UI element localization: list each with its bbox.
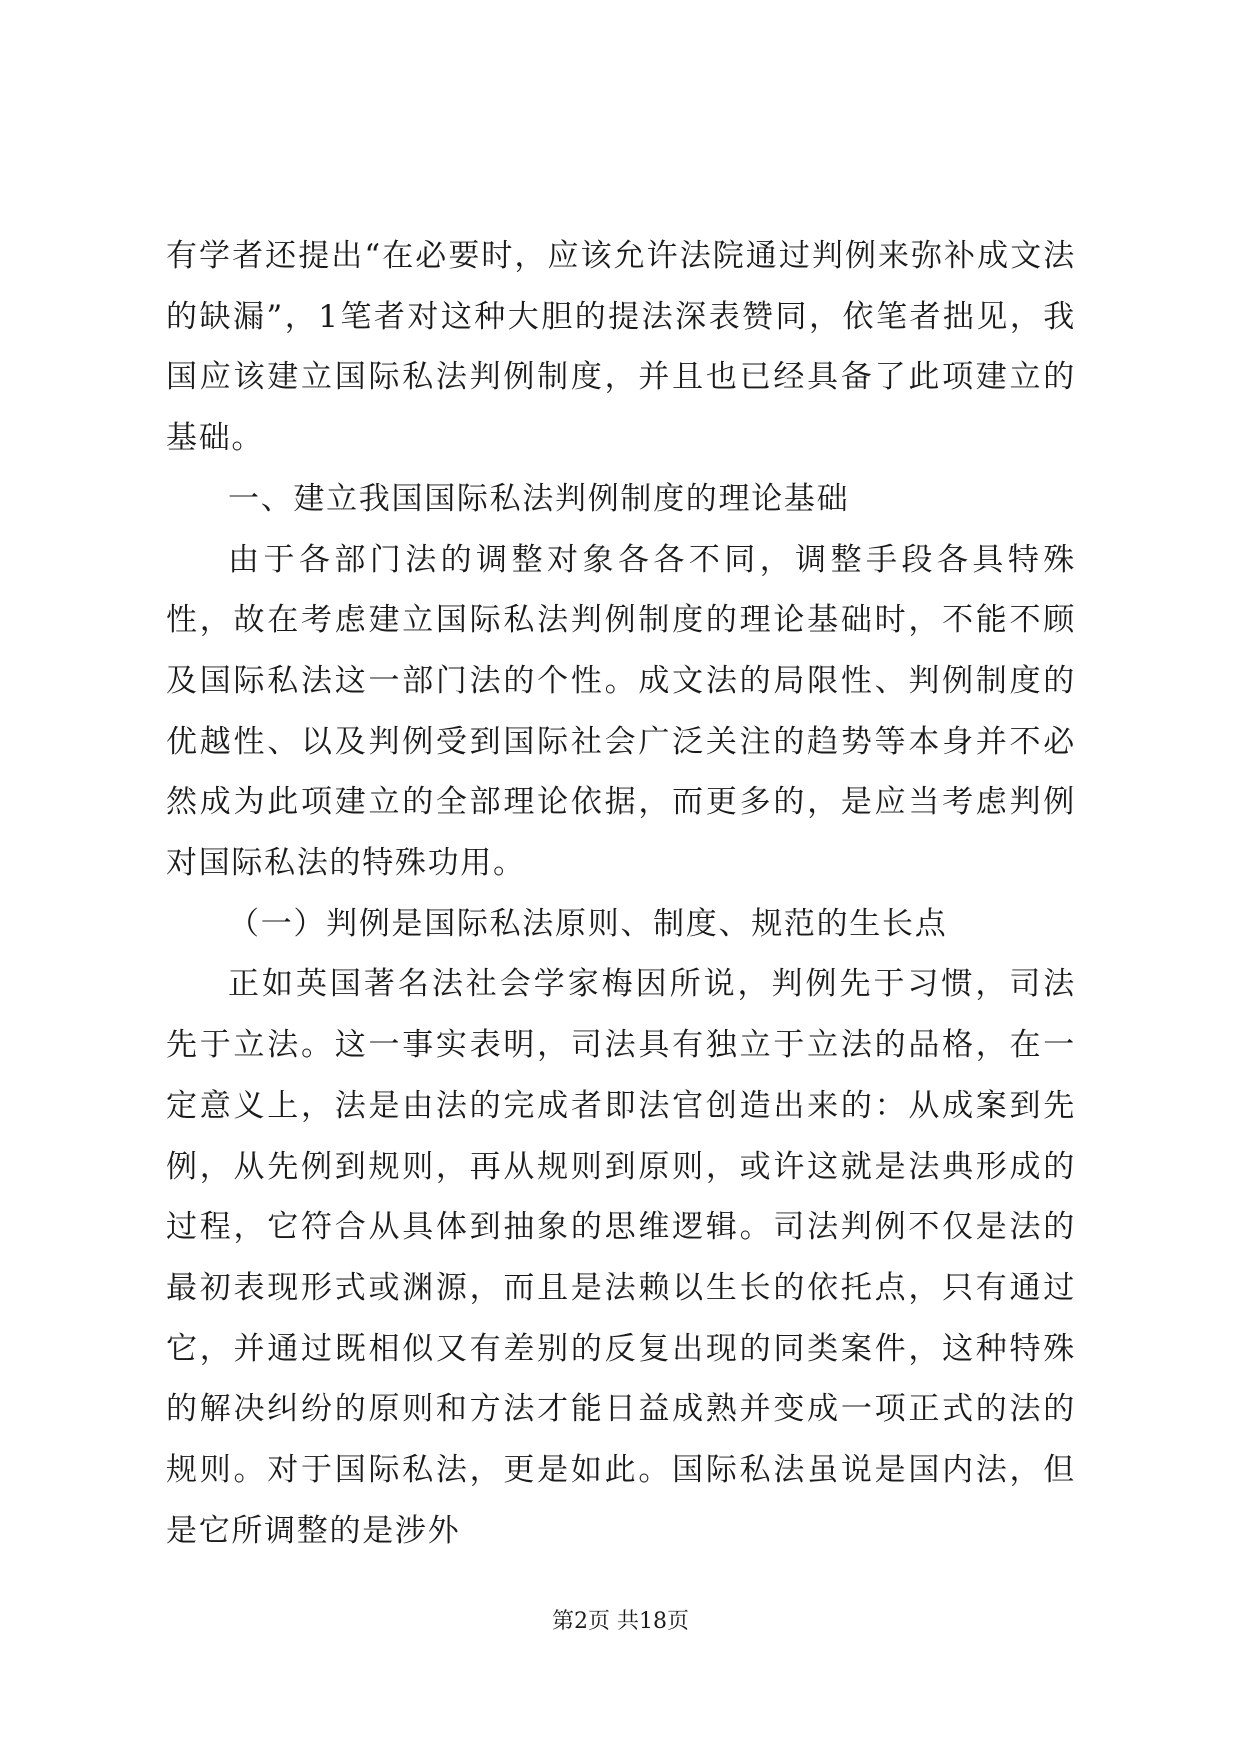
document-body	[166, 226, 1076, 1561]
subsection-heading: （一）判例是国际私法原则、制度、规范的生长点	[228, 905, 948, 942]
paragraph-body: 由于各部门法的调整对象各各不同，调整手段各具特殊性，故在考虑建立国际私法判例制度的理论基础时，不能不顾及国际私法这一部门法的个性。成文法的局限性、判例制度的优越性、以及判例受到国际社会广泛关注的趋势等本身并不必然成为此项建立的全部理论依据，而更多的，是应当考虑判例对国际私法的特殊功用。	[166, 541, 1076, 882]
paragraph-body: 正如英国著名法社会学家梅因所说，判例先于习惯，司法先于立法。这一事实表明，司法具有独立于立法的品格，在一定意义上，法是由法的完成者即法官创造出来的：从成案到先例，从先例到规则，再从规则到原则，或许这就是法典形成的过程，它符合从具体到抽象的思维逻辑。司法判例不仅是法的最初表现形式或渊源，而且是法赖以生长的依托点，只有通过它，并通过既相似又有差别的反复出现的同类案件，这种特殊的解决纠纷的原则和方法才能日益成熟并变成一项正式的法的规则。对于国际私法，更是如此。国际私法虽说是国内法，但是它所调整的是涉外	[166, 966, 1076, 1549]
paragraph-continuation: 有学者还提出“在必要时，应该允许法院通过判例来弥补成文法的缺漏”，1笔者对这种大胆的提法深表赞同，依笔者拙见，我国应该建立国际私法判例制度，并且也已经具备了此项建立的基础。	[166, 238, 1076, 457]
section-heading: 一、建立我国国际私法判例制度的理论基础	[228, 480, 850, 517]
page-number-footer: 第2页 共18页	[552, 1609, 689, 1634]
